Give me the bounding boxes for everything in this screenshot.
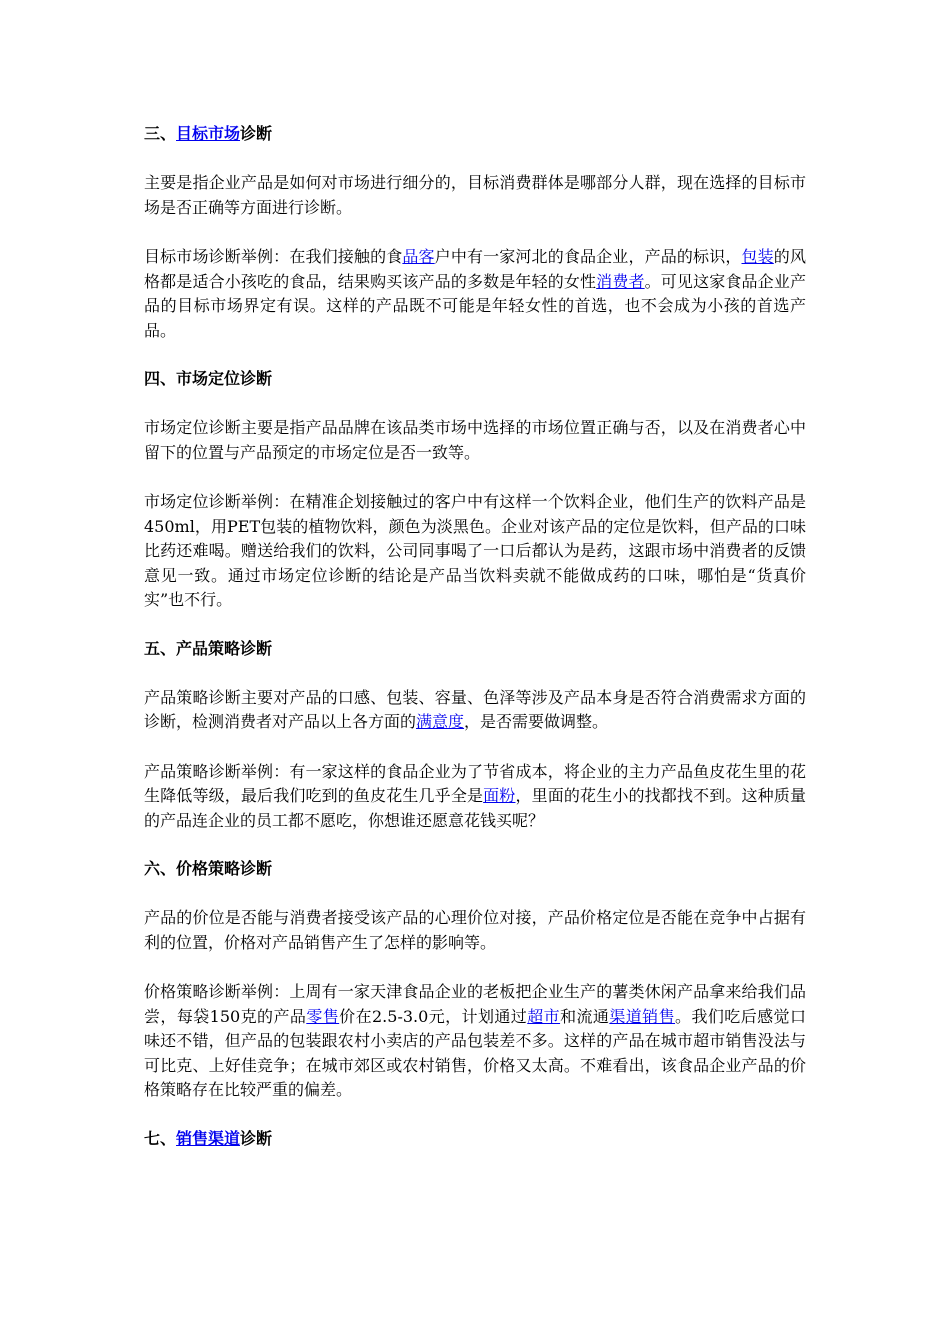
text-run: 。可见这家食品企业产品的目标市场界定有误。这样的产品既不可能是年轻女性的首选，也不会成为小孩的首选产品。 [144, 271, 806, 340]
text-run: ，是否需要做调整。 [464, 712, 609, 731]
paragraph [144, 490, 806, 613]
heading-text: 七、 [144, 1128, 177, 1148]
section-heading [144, 122, 806, 146]
text-run: 价在2.5-3.0元，计划通过 [339, 1006, 528, 1026]
text-run: 产品策略诊断举例：有一家这样的食品企业为了节省成本，将企业的主力产品鱼皮花生里的花生降低等级，最后我们吃到的鱼皮花生几乎全是 [144, 761, 806, 805]
paragraph [144, 760, 806, 834]
text-run: 和流通 [560, 1006, 610, 1026]
paragraph [144, 980, 806, 1103]
inline-link[interactable]: 超市 [527, 1006, 561, 1026]
inline-link[interactable]: 面粉 [483, 786, 516, 805]
text-run: 。我们吃后感觉口味还不错，但产品的包装跟农村小卖店的产品包装差不多。这样的产品在城市超市销售没法与可比克、上好佳竞争；在城市郊区或农村销售，价格又太高。不难看出，该食品企业产品的价格策略存在比较严重的偏差。 [144, 1006, 806, 1099]
text-run: 主要是指企业产品是如何对市场进行细分的，目标消费群体是哪部分人群，现在选择的目标市场是否正确等方面进行诊断。 [144, 173, 806, 217]
text-run: 价格策略诊断举例：上周有一家天津食品企业的老板把企业生产的薯类休闲产品拿来给我们品尝，每袋150克的产品 [144, 982, 806, 1026]
section-heading [144, 367, 806, 391]
heading-text: 四、市场定位诊断 [144, 369, 273, 388]
text-run: 市场定位诊断主要是指产品品牌在该品类市场中选择的市场位置正确与否，以及在消费者心中留下的位置与产品预定的市场定位是否一致等。 [144, 418, 806, 462]
text-run: 产品策略诊断主要对产品的口感、包装、容量、色泽等涉及产品本身是否符合消费需求方面的诊断，检测消费者对产品以上各方面的 [144, 687, 806, 731]
text-run: 市场定位诊断举例：在精准企划接触过的客户中有这样一个饮料企业，他们生产的饮料产品是450ml，用PET包装的植物饮料，颜色为淡黑色。企业对该产品的定位是饮料，但产品的口味比药还难喝。赠送给我们的饮料，公司同事喝了一口后都认为是药，这跟市场中消费者的反馈意见一致。通过市场定位诊断的结论是产品当饮料卖就不能做成药的口味，哪怕是“货真价实”也不行。 [144, 492, 806, 609]
inline-link[interactable]: 消费者 [596, 271, 645, 291]
heading-text: 诊断 [240, 124, 273, 143]
inline-link[interactable]: 品客 [402, 247, 435, 266]
document-page [144, 122, 806, 1151]
heading-link[interactable]: 销售渠道 [176, 1128, 241, 1148]
paragraph [144, 686, 806, 735]
section-heading [144, 637, 806, 661]
paragraph [144, 906, 806, 955]
paragraph [144, 171, 806, 220]
inline-link[interactable]: 包装 [741, 247, 774, 266]
inline-link[interactable]: 满意度 [416, 712, 465, 731]
text-run: ，里面的花生小的找都找不到。这种质量的产品连企业的员工都不愿吃，你想谁还愿意花钱买呢？ [144, 786, 806, 830]
heading-link[interactable]: 目标市场 [176, 124, 241, 143]
inline-link[interactable]: 零售 [306, 1006, 340, 1026]
heading-text: 六、价格策略诊断 [144, 859, 273, 878]
section-heading [144, 857, 806, 881]
text-run: 目标市场诊断举例：在我们接触的食 [144, 247, 403, 266]
text-run: 的风格都是适合小孩吃的食品，结果购买该产品的多数是年轻的女性 [144, 247, 806, 291]
heading-text: 五、产品策略诊断 [144, 638, 273, 658]
paragraph [144, 416, 806, 465]
paragraph [144, 245, 806, 343]
text-run: 户中有一家河北的食品企业，产品的标识， [434, 247, 742, 266]
heading-text: 三、 [144, 124, 177, 143]
inline-link[interactable]: 渠道销售 [609, 1006, 676, 1026]
section-heading [144, 1127, 806, 1151]
heading-text: 诊断 [240, 1128, 273, 1148]
text-run: 产品的价位是否能与消费者接受该产品的心理价位对接，产品价格定位是否能在竞争中占据有利的位置，价格对产品销售产生了怎样的影响等。 [144, 908, 806, 952]
